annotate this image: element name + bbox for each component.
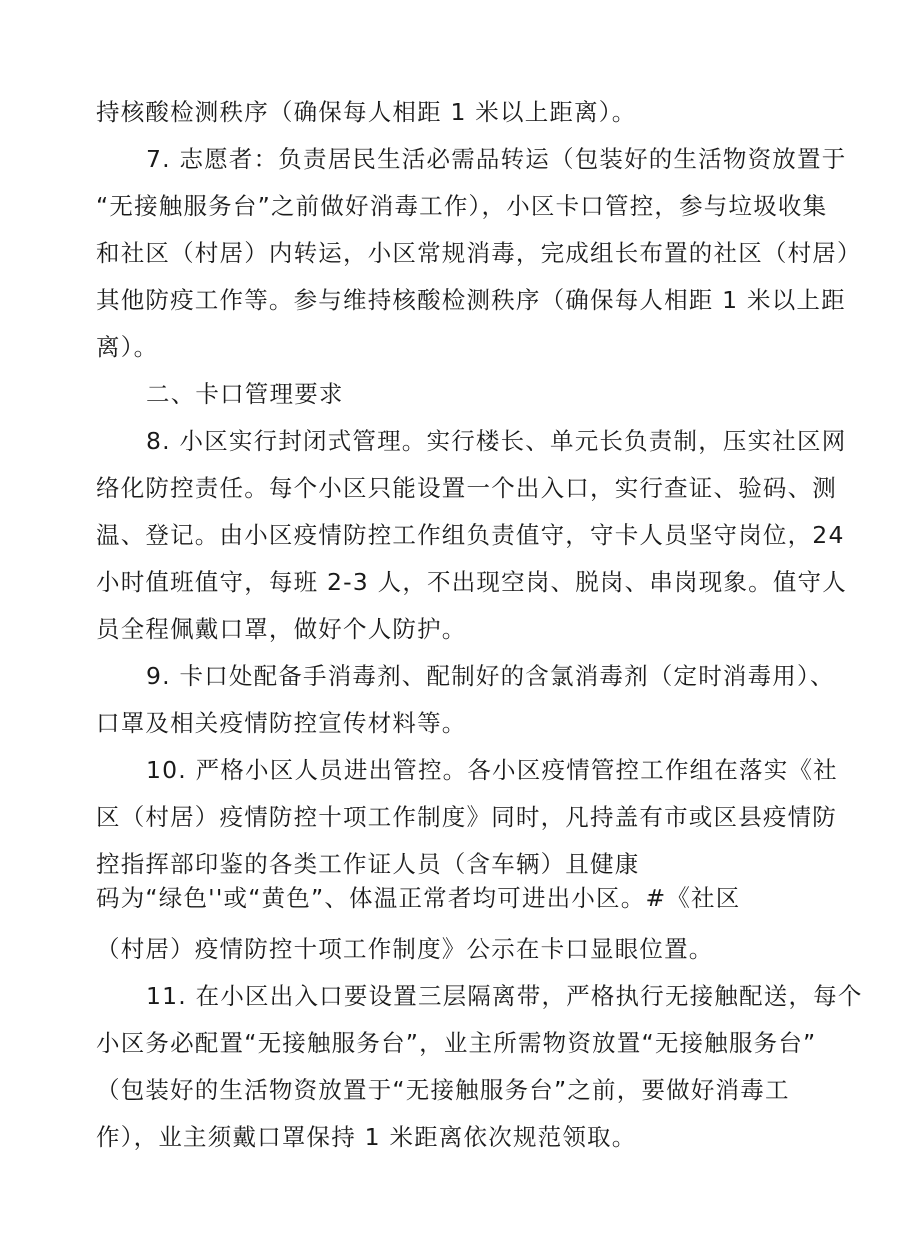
text-line: 控指挥部印鉴的各类工作证人员（含车辆）且健康 [96,850,640,878]
text-line: 10. 严格小区人员进出管控。各小区疫情管控工作组在落实《社 [146,756,838,784]
text-line: 小区务必配置“无接触服务台”，业主所需物资放置“无接触服务台” [96,1029,817,1057]
text-line: “无接触服务台”之前做好消毒工作），小区卡口管控，参与垃圾收集 [96,192,828,220]
text-line: 持核酸检测秩序（确保每人相距 1 米以上距离）。 [96,98,637,126]
text-line: 7. 志愿者：负责居民生活必需品转运（包装好的生活物资放置于 [146,145,847,173]
text-line: 温、登记。由小区疫情防控工作组负责值守，守卡人员坚守岗位，24 [96,521,845,549]
text-line: 9. 卡口处配备手消毒剂、配制好的含氯消毒剂（定时消毒用）、 [146,662,835,690]
text-line: 络化防控责任。每个小区只能设置一个出入口，实行查证、验码、测 [96,474,837,502]
text-line: （村居）疫情防控十项工作制度》公示在卡口显眼位置。 [96,935,714,963]
text-line: 小时值班值守，每班 2-3 人，不出现空岗、脱岗、串岗现象。值守人 [96,568,847,596]
text-line: 作），业主须戴口罩保持 1 米距离依次规范领取。 [96,1123,637,1151]
text-line: （包装好的生活物资放置于“无接触服务台”之前，要做好消毒工 [96,1076,790,1104]
text-line: 区（村居）疫情防控十项工作制度》同时，凡持盖有市或区县疫情防 [96,803,837,831]
text-line: 其他防疫工作等。参与维持核酸检测秩序（确保每人相距 1 米以上距 [96,286,846,314]
text-line: 离）。 [96,333,159,361]
text-line: 和社区（村居）内转运，小区常规消毒，完成组长布置的社区（村居） [96,239,862,267]
text-line: 8. 小区实行封闭式管理。实行楼长、单元长负责制，压实社区网 [146,427,847,455]
text-line: 11. 在小区出入口要设置三层隔离带，严格执行无接触配送，每个 [146,982,863,1010]
text-line: 码为“绿色''或“黄色”、体温正常者均可进出小区。#《社区 [96,884,741,912]
text-line: 口罩及相关疫情防控宣传材料等。 [96,709,467,737]
text-line: 员全程佩戴口罩，做好个人防护。 [96,615,467,643]
section-heading: 二、卡口管理要求 [146,380,344,408]
